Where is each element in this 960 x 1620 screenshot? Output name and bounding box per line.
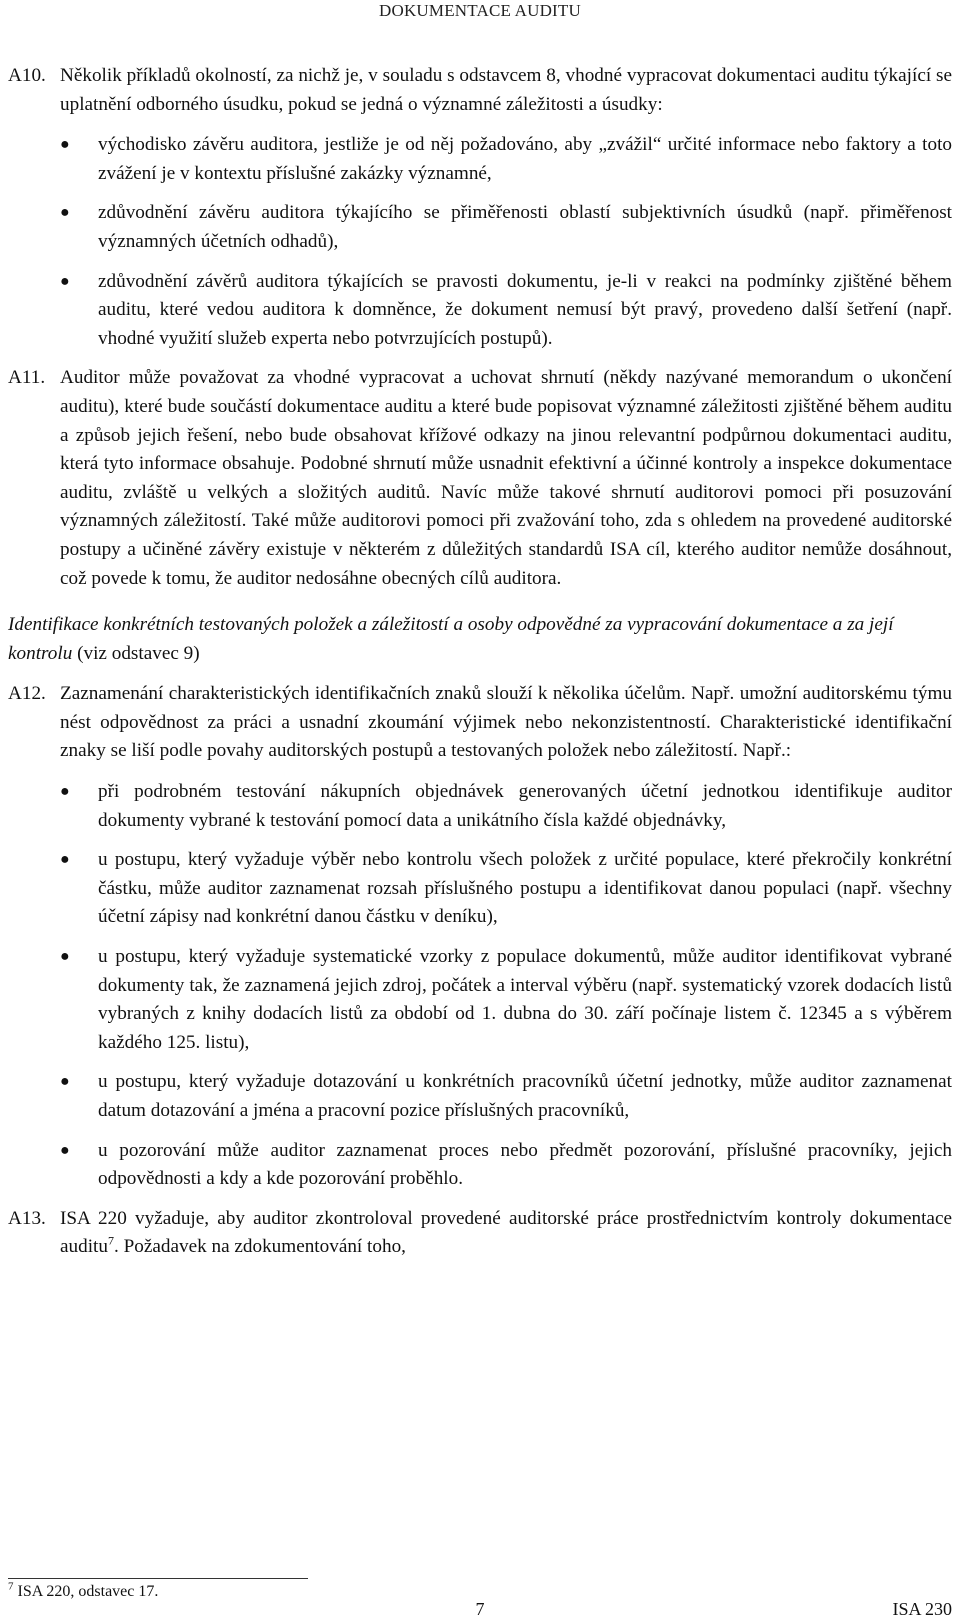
list-item-text: u pozorování může auditor zaznamenat proces nebo předmět pozorování, příslušné pracovníky, jejich odpovědnosti a kdy a kde pozorování proběhlo.: [98, 1139, 952, 1190]
list-item-text: východisko závěru auditora, jestliže je od něj požadováno, aby „zvážil“ určité informace nebo faktory a toto zvážení je v kontextu příslušné zakázky významné,: [98, 134, 952, 184]
list-item-text: zdůvodnění závěrů auditora týkajících se pravosti dokumentu, je-li v reakci na podmínky zjištěné během auditu, které vedou auditora k domněnce, že dokument nemusí být pravý, provedeno další šetření (např. vhodné využití služeb experta nebo potvrzujících postupů).: [98, 270, 952, 349]
section-heading-reference: (viz odstavec 9): [72, 642, 200, 664]
list-item-text: u postupu, který vyžaduje dotazování u konkrétních pracovníků účetní jednotky, může auditor zaznamenat datum dotazování a jména a pracovní pozice příslušných pracovníků,: [98, 1071, 952, 1121]
text-segment: ISA 220 vyžaduje, aby auditor zkontroloval provedené auditorské práce prostřednictvím kontroly dokumentace auditu: [60, 1207, 952, 1258]
bullet-icon: ●: [60, 851, 70, 869]
page-header: DOKUMENTACE AUDITU: [379, 1, 581, 20]
page-number: 7: [475, 1599, 485, 1619]
paragraph-a10: [8, 62, 952, 119]
section-heading: [8, 611, 952, 668]
list-item-text: zdůvodnění závěru auditora týkajícího se přiměřenosti oblastí subjektivních úsudků (např. přiměřenost významných účetních odhadů),: [98, 202, 952, 252]
list-item: [8, 1068, 952, 1125]
document-body: [8, 62, 952, 1274]
paragraph-a11: [8, 364, 952, 593]
bullet-icon: ●: [60, 1073, 70, 1091]
paragraph-a12: [8, 680, 952, 766]
paragraph-text: [60, 1205, 952, 1262]
bullet-icon: ●: [60, 783, 70, 801]
paragraph-number: A10.: [8, 65, 46, 86]
list-item: [8, 131, 952, 188]
list-item: [8, 846, 952, 932]
list-item: [8, 1137, 952, 1194]
paragraph-text: Zaznamenání charakteristických identifikačních znaků slouží k několika účelům. Např. umožní auditorskému týmu nést odpovědnost za práci a usnadní zkoumání výjimek nebo nekonzistentností. Charakteristické identifikační znaky se liší podle povahy auditorských postupů a testovaných položek nebo záležitostí. Např.:: [60, 683, 952, 762]
bullet-icon: ●: [60, 948, 70, 966]
footnote-mark: 7: [8, 1580, 14, 1593]
a12-bullet-list: [8, 778, 952, 1194]
list-item: [8, 943, 952, 1057]
text-segment: . Požadavek na zdokumentování toho,: [113, 1236, 406, 1258]
list-item-text: při podrobném testování nákupních objednávek generovaných účetní jednotkou identifikuje auditor dokumenty vybrané k testování pomocí data a unikátního čísla každé objednávky,: [98, 781, 952, 831]
paragraph-text: Auditor může považovat za vhodné vypracovat a uchovat shrnutí (někdy nazývané memorandum o ukončení auditu), které bude součástí dokumentace auditu a které bude popisovat významné záležitosti zjištěné během auditu a způsob jejich řešení, nebo bude obsahovat křížové odkazy na jinou relevantní podpůrnou dokumentaci auditu, která tyto informace obsahuje. Podobné shrnutí může usnadnit efektivní a účinné kontroly a inspekce dokumentace auditu, zvláště u velkých a složitých auditů. Navíc může takové shrnutí auditorovi pomoci při posuzování významných záležitostí. Také může auditorovi pomoci při zvažování toho, zda s ohledem na provedené auditorské postupy a učiněné závěry existuje v některém z důležitých standardů ISA cíl, kterého auditor nemůže dosáhnout, což povede k tomu, že auditor nedosáhne obecných cílů auditora.: [60, 367, 952, 589]
bullet-icon: ●: [60, 136, 70, 154]
paragraph-number: A12.: [8, 683, 46, 705]
paragraph-number: A11.: [8, 367, 46, 389]
standard-label: ISA 230: [892, 1599, 952, 1619]
paragraph-text: Několik příkladů okolností, za nichž je, v souladu s odstavcem 8, vhodné vypracovat dokumentaci auditu týkající se uplatnění odborného úsudku, pokud se jedná o významné záležitosti a úsudky:: [60, 65, 952, 115]
footnote-reference[interactable]: 7: [107, 1233, 114, 1248]
bullet-icon: ●: [60, 204, 70, 222]
bullet-icon: ●: [60, 1141, 70, 1159]
list-item-text: u postupu, který vyžaduje výběr nebo kontrolu všech položek z určité populace, které překročily konkrétní částku, může auditor zaznamenat rozsah příslušného postupu a identifikovat danou populaci (např. všechny účetní zápisy nad konkrétní danou částku v deníku),: [98, 849, 952, 928]
footnote-text: ISA 220, odstavec 17.: [13, 1583, 159, 1600]
footnote-separator: [8, 1578, 308, 1579]
bullet-icon: ●: [60, 272, 70, 290]
list-item: [8, 199, 952, 256]
paragraph-a13: [8, 1205, 952, 1262]
a10-bullet-list: [8, 131, 952, 353]
paragraph-number: A13.: [8, 1207, 46, 1229]
list-item: [8, 778, 952, 835]
section-heading-title: Identifikace konkrétních testovaných položek a záležitostí a osoby odpovědné za vypracování dokumentace a za její kontrolu: [8, 614, 894, 664]
list-item-text: u postupu, který vyžaduje systematické vzorky z populace dokumentů, může auditor identifikovat vybrané dokumenty tak, že zaznamená jejich zdroj, počátek a interval výběru (např. systematický vzorek dodacích listů vybraných z knihy dodacích listů za období od 1. dubna do 30. září počínaje listem č. 12345 a s výběrem každého 125. listu),: [98, 946, 952, 1053]
list-item: [8, 268, 952, 354]
